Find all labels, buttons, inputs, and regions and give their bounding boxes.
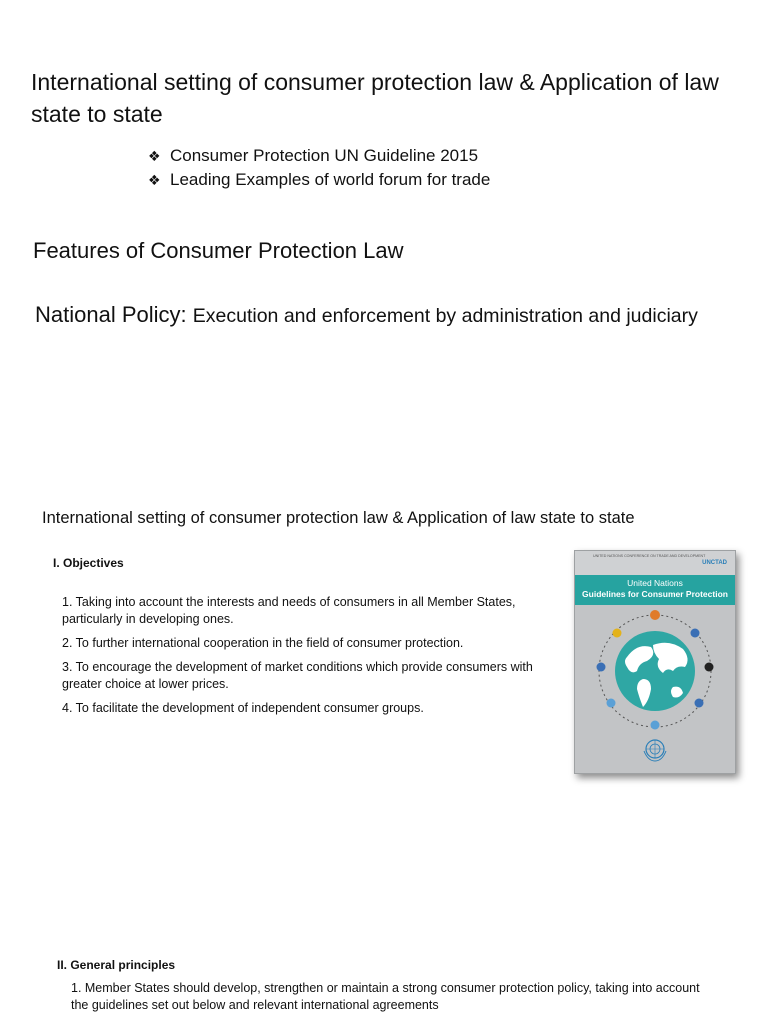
objectives-heading: I. Objectives xyxy=(53,556,124,570)
book-cover-header xyxy=(575,551,735,575)
objectives-list xyxy=(62,594,552,724)
book-cover-small-text: UNITED NATIONS CONFERENCE ON TRADE AND DEVELOPMENT xyxy=(593,554,706,558)
slide1-title: International setting of consumer protection law & Application of law state to state xyxy=(31,69,719,127)
objective-item: 2. To further international cooperation in the field of consumer protection. xyxy=(62,636,464,650)
book-cover-banner xyxy=(575,575,735,605)
bullet-text: Consumer Protection UN Guideline 2015 xyxy=(170,146,479,165)
bullet-item xyxy=(148,168,708,192)
guidelines-book-cover xyxy=(574,550,736,774)
bullet-text: Leading Examples of world forum for trade xyxy=(170,170,491,189)
book-cover-line1: United Nations xyxy=(627,578,683,588)
slide2-title: International setting of consumer protection law & Application of law state to state xyxy=(42,509,635,527)
diamond-bullet-icon: ❖ xyxy=(148,172,161,188)
general-principles-heading: II. General principles xyxy=(57,958,176,972)
globe-icon xyxy=(587,605,723,733)
objective-item: 3. To encourage the development of market conditions which provide consumers with greater choice at lower prices. xyxy=(62,660,533,691)
bullet-item xyxy=(148,144,708,168)
features-heading: Features of Consumer Protection Law xyxy=(33,238,404,263)
national-policy-line xyxy=(35,300,755,331)
objective-item: 4. To facilitate the development of independent consumer groups. xyxy=(62,701,424,715)
diamond-bullet-icon: ❖ xyxy=(148,148,161,164)
unctad-logo: UNCTAD xyxy=(702,560,727,566)
un-emblem-icon xyxy=(641,737,669,763)
general-principle-item: 1. Member States should develop, strengthen or maintain a strong consumer protection policy, taking into account the guidelines set out below and relevant international agreements xyxy=(71,981,700,1012)
national-policy-text: Execution and enforcement by administration and judiciary xyxy=(192,305,698,327)
slide1-bullet-list xyxy=(148,144,708,192)
objective-item: 1. Taking into account the interests and needs of consumers in all Member States, particularly in developing ones. xyxy=(62,595,516,626)
national-policy-label: National Policy: xyxy=(35,302,187,327)
book-cover-line2: Guidelines for Consumer Protection xyxy=(582,589,728,599)
